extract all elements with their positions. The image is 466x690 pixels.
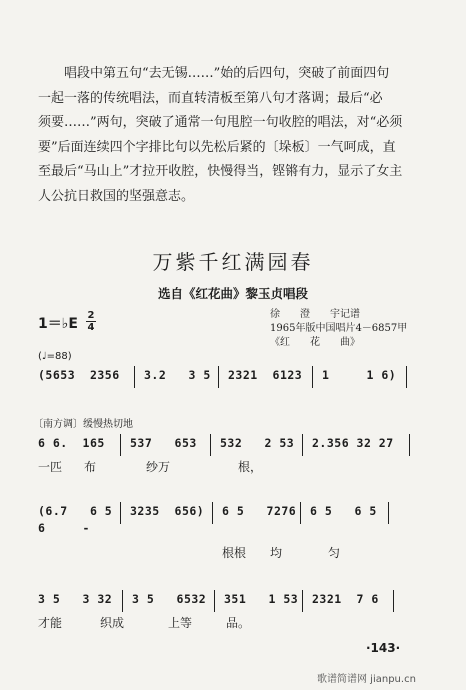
meter-bottom: 4 [87,322,95,333]
measure: 3235 656) [130,504,205,518]
intro-line: 一起一落的传统唱法，而直转清板至第八句才落调；最后“必 [38,90,383,106]
measure: 6 5 6 5 [310,504,377,518]
intro-line: 至最后“马山上”才拉开收腔，快慢得当，铿锵有力，显示了女主 [38,164,403,179]
intro-line: 唱段中第五句“去无锡……”始的后四句，突破了前面四句 [64,66,390,81]
measure: (6.7 6 5 [38,504,113,518]
key-signature: 1＝♭E [38,316,78,332]
credit-source: 《红 花 曲》 [270,337,360,348]
lyric: 均 [270,546,283,560]
lyric: 布 [84,460,97,474]
notation-row-continuation [38,521,410,539]
measure: 532 2 53 [220,436,295,450]
lyric: 上等 [168,616,193,630]
credit-transcriber: 徐 澄 宇记谱 [270,309,360,320]
song-title: 万紫千红满园春 [152,250,314,274]
tempo-marking: (♩=88) [38,351,72,362]
notation-row [38,588,410,612]
section-label: 〔南方调〕缓慢热切地 [33,419,133,430]
measure: 6 6. 165 [38,436,105,450]
lyrics-row [38,544,410,560]
lyric: 匀 [328,546,341,560]
measure: (5653 2356 [38,368,120,382]
measure: 6 5 7276 [222,504,297,518]
lyric: 纱万 [146,460,171,474]
notation-row [38,364,410,388]
intro-paragraph [38,62,430,209]
intro-line: 须要……”两句，突破了通常一句甩腔一句收腔的唱法，对“必须 [38,115,403,130]
measure: 3 5 3 32 [38,592,113,606]
song-subtitle: 选自《红花曲》黎玉贞唱段 [157,286,308,301]
intro-line: 人公抗日救国的坚强意志。 [38,188,195,204]
lyric: 才能 [38,616,63,630]
measure: 3.2 3 5 [144,368,211,382]
measure: 1 1 6) [322,368,397,382]
page-number: ·143· [366,641,401,655]
measure: 2321 7 6 [312,592,379,606]
lyric: 品。 [226,616,251,630]
notation-row [38,432,410,456]
lyric: 一匹 [38,460,63,474]
measure: 351 1 53 [224,592,299,606]
credit-record: 1965年版中国唱片4－6857甲 [270,323,408,334]
measure: 2321 6123 [228,368,303,382]
measure: 537 653 [130,436,197,450]
measure: 2.356 32 27 [312,436,394,450]
intro-line: 要”后面连续四个字排比句以先松后紧的〔垛板〕一气呵成，直 [38,139,396,155]
lyrics-row [38,614,410,630]
time-signature [86,311,96,332]
measure: 6 - [38,521,90,535]
lyric: 根根 [222,546,247,560]
lyric: 根， [238,460,263,474]
lyrics-row [38,458,410,474]
lyric: 织成 [100,616,125,630]
measure: 3 5 6532 [132,592,207,606]
meter-top: 2 [87,310,95,321]
watermark: 歌谱简谱网 jianpu.cn [317,674,416,685]
